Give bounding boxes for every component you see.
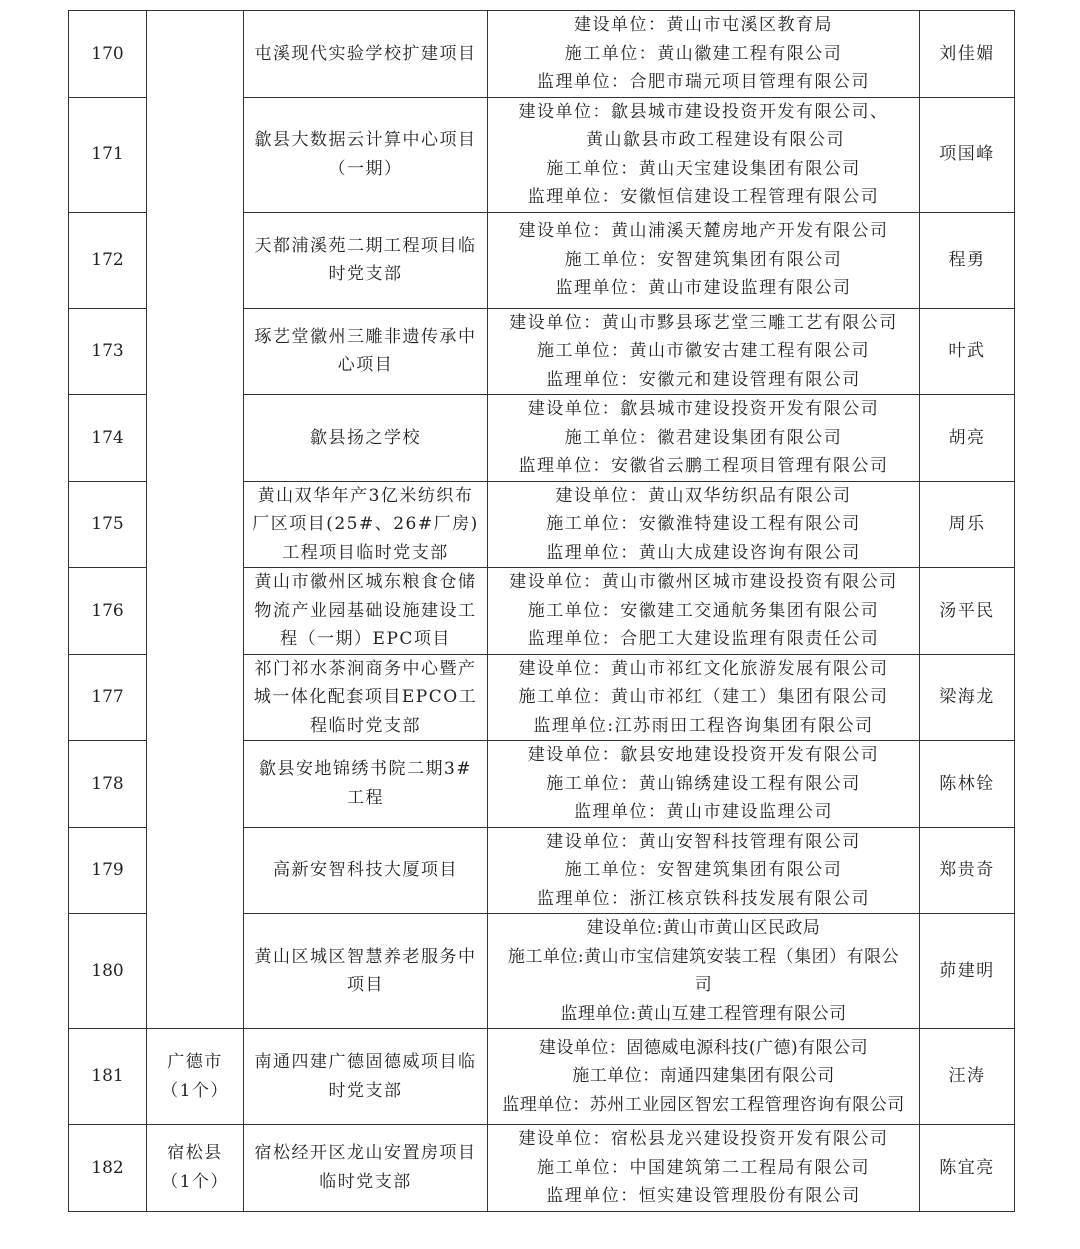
unit-line: 施工单位：黄山锦绣建设工程有限公司 <box>546 773 861 794</box>
unit-line: 建设单位：黄山浦溪天麓房地产开发有限公司 <box>518 221 889 242</box>
row-number: 179 <box>69 827 147 914</box>
region-cell: 宿松县（1个） <box>147 1125 244 1212</box>
row-number: 174 <box>69 395 147 482</box>
unit-line: 监理单位：合肥市瑞元项目管理有限公司 <box>537 72 870 92</box>
units-cell <box>488 914 920 1029</box>
project-name: 天都浦溪苑二期工程项目临时党支部 <box>244 212 488 308</box>
project-name: 南通四建广德固德威项目临时党支部 <box>244 1029 488 1125</box>
units-cell <box>488 308 920 395</box>
row-number: 175 <box>69 481 147 568</box>
unit-line: 施工单位：安徽淮特建设工程有限公司 <box>546 514 861 534</box>
unit-line: 施工单位：黄山市徽安古建工程有限公司 <box>537 341 870 361</box>
project-name: 歙县安地锦绣书院二期3#工程 <box>244 741 488 828</box>
unit-line: 监理单位：合肥工大建设监理有限责任公司 <box>527 629 880 649</box>
contact-person: 叶武 <box>920 308 1015 395</box>
table-row <box>69 11 1015 98</box>
unit-line: 监理单位:黄山互建工程管理有限公司 <box>560 1003 847 1024</box>
unit-line: 建设单位：黄山安智科技管理有限公司 <box>546 831 861 852</box>
region-cell: 广德市（1个） <box>147 1029 244 1125</box>
unit-line: 建设单位：黄山市祁红文化旅游发展有限公司 <box>518 658 889 679</box>
row-number: 180 <box>69 914 147 1029</box>
project-name: 黄山双华年产3亿米纺织布厂区项目(25#、26#厂房)工程项目临时党支部 <box>244 481 488 568</box>
unit-line: 监理单位：安徽恒信建设工程管理有限公司 <box>527 187 880 207</box>
unit-line: 司 <box>694 975 713 995</box>
unit-line: 监理单位：恒实建设管理股份有限公司 <box>546 1186 861 1206</box>
unit-line: 监理单位：苏州工业园区智宏工程管理咨询有限公司 <box>502 1094 905 1115</box>
unit-line: 监理单位：浙江核京铁科技发展有限公司 <box>537 888 870 909</box>
unit-line: 建设单位：歙县安地建设投资开发有限公司 <box>527 745 880 765</box>
unit-line: 建设单位：固德威电源科技(广德)有限公司 <box>538 1037 869 1058</box>
units-cell <box>488 827 920 914</box>
unit-line: 建设单位：歙县城市建设投资开发有限公司、 <box>518 101 889 122</box>
project-name: 歙县大数据云计算中心项目（一期） <box>244 97 488 212</box>
units-cell <box>488 212 920 308</box>
units-cell <box>488 741 920 828</box>
contact-person: 汤平民 <box>920 568 1015 655</box>
contact-person: 郑贵奇 <box>920 827 1015 914</box>
unit-line: 监理单位：安徽元和建设管理有限公司 <box>546 369 861 390</box>
contact-person: 汪涛 <box>920 1029 1015 1125</box>
unit-line: 监理单位:江苏雨田工程咨询集团有限公司 <box>533 715 874 736</box>
unit-line: 施工单位：中国建筑第二工程局有限公司 <box>537 1157 870 1178</box>
contact-person: 梁海龙 <box>920 654 1015 741</box>
unit-line: 监理单位：黄山大成建设咨询有限公司 <box>546 542 861 563</box>
contact-person: 刘佳媚 <box>920 11 1015 98</box>
contact-person: 周乐 <box>920 481 1015 568</box>
project-name: 屯溪现代实验学校扩建项目 <box>244 11 488 98</box>
unit-line: 建设单位:黄山市黄山区民政局 <box>586 918 821 938</box>
unit-line: 监理单位：安徽省云鹏工程项目管理有限公司 <box>518 456 889 476</box>
unit-line: 施工单位：徽君建设集团有限公司 <box>564 427 843 448</box>
unit-line: 黄山歙县市政工程建设有限公司 <box>586 130 845 150</box>
project-table <box>68 10 1015 1212</box>
project-name: 琢艺堂徽州三雕非遗传承中心项目 <box>244 308 488 395</box>
unit-line: 施工单位：黄山天宝建设集团有限公司 <box>546 158 861 179</box>
unit-line: 监理单位：黄山市建设监理公司 <box>574 802 833 822</box>
unit-line: 施工单位：安智建筑集团有限公司 <box>564 249 843 270</box>
row-number: 181 <box>69 1029 147 1125</box>
unit-line: 监理单位：黄山市建设监理有限公司 <box>555 278 852 299</box>
unit-line: 施工单位：安智建筑集团有限公司 <box>564 860 843 880</box>
unit-line: 施工单位：南通四建集团有限公司 <box>572 1066 835 1087</box>
unit-line: 建设单位：黄山双华纺织品有限公司 <box>555 485 852 506</box>
region-cell <box>147 11 244 1029</box>
row-number: 170 <box>69 11 147 98</box>
units-cell <box>488 11 920 98</box>
units-cell <box>488 654 920 741</box>
unit-line: 建设单位：黄山市屯溪区教育局 <box>574 15 833 35</box>
table-row <box>69 1029 1015 1125</box>
row-number: 182 <box>69 1125 147 1212</box>
contact-person: 陈林铨 <box>920 741 1015 828</box>
row-number: 172 <box>69 212 147 308</box>
unit-line: 施工单位:黄山市宝信建筑安装工程（集团）有限公 <box>507 946 900 967</box>
units-cell <box>488 395 920 482</box>
contact-person: 项国峰 <box>920 97 1015 212</box>
project-name: 黄山区城区智慧养老服务中项目 <box>244 914 488 1029</box>
contact-person: 胡亮 <box>920 395 1015 482</box>
unit-line: 施工单位：安徽建工交通航务集团有限公司 <box>527 600 880 621</box>
contact-person: 陈宜亮 <box>920 1125 1015 1212</box>
unit-line: 施工单位：黄山徽建工程有限公司 <box>564 43 843 64</box>
unit-line: 建设单位：黄山市徽州区城市建设投资有限公司 <box>509 572 898 592</box>
row-number: 178 <box>69 741 147 828</box>
units-cell <box>488 481 920 568</box>
units-cell <box>488 1029 920 1125</box>
table-row <box>69 1125 1015 1212</box>
project-name: 黄山市徽州区城东粮食仓储物流产业园基础设施建设工程（一期）EPC项目 <box>244 568 488 655</box>
contact-person: 程勇 <box>920 212 1015 308</box>
contact-person: 茆建明 <box>920 914 1015 1029</box>
row-number: 171 <box>69 97 147 212</box>
unit-line: 施工单位：黄山市祁红（建工）集团有限公司 <box>518 687 889 707</box>
row-number: 177 <box>69 654 147 741</box>
unit-line: 建设单位：黄山市黟县琢艺堂三雕工艺有限公司 <box>509 312 898 333</box>
project-name: 歙县扬之学校 <box>244 395 488 482</box>
row-number: 176 <box>69 568 147 655</box>
project-name: 高新安智科技大厦项目 <box>244 827 488 914</box>
units-cell <box>488 1125 920 1212</box>
project-name: 祁门祁水茶涧商务中心暨产城一体化配套项目EPCO工程临时党支部 <box>244 654 488 741</box>
row-number: 173 <box>69 308 147 395</box>
unit-line: 建设单位：歙县城市建设投资开发有限公司 <box>527 399 880 419</box>
unit-line: 建设单位：宿松县龙兴建设投资开发有限公司 <box>518 1129 889 1149</box>
project-name: 宿松经开区龙山安置房项目临时党支部 <box>244 1125 488 1212</box>
units-cell <box>488 97 920 212</box>
units-cell <box>488 568 920 655</box>
